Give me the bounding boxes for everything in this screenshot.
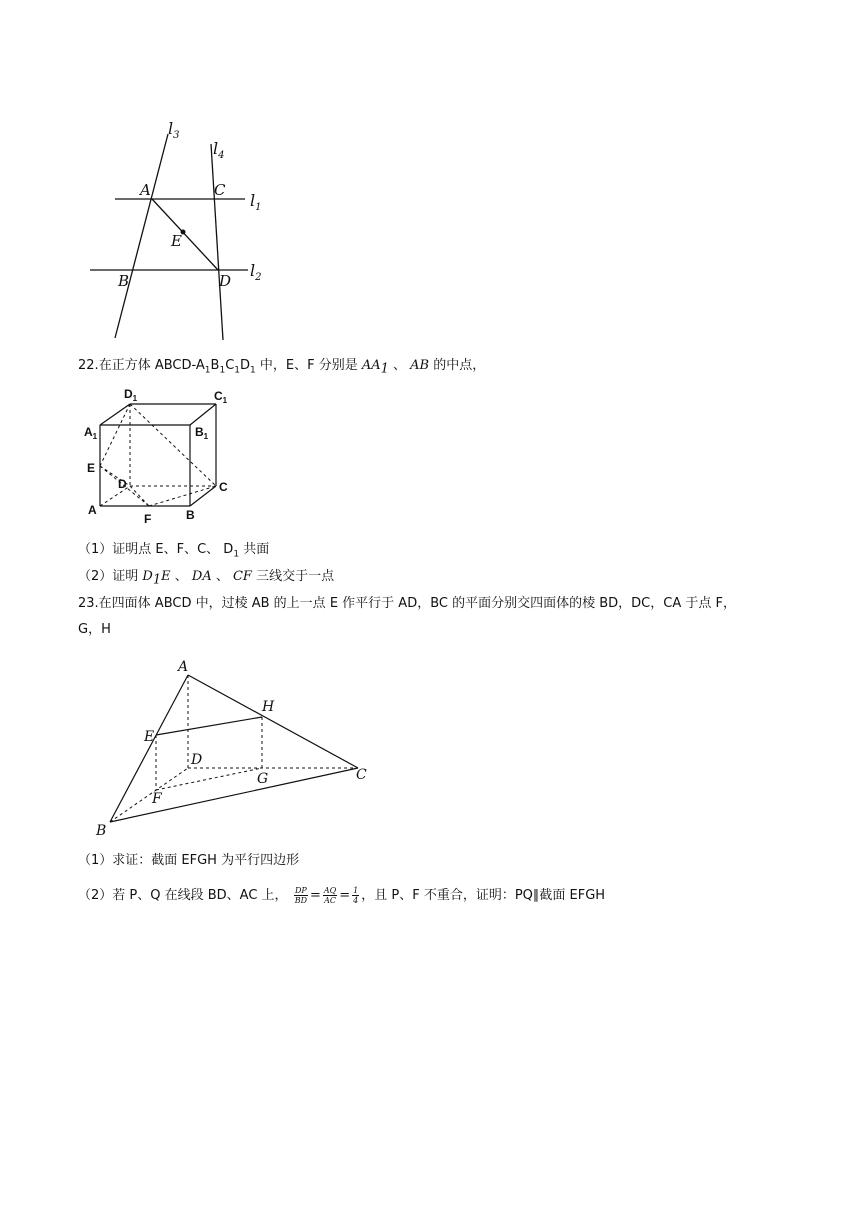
segment-ad <box>152 199 218 270</box>
svg-text:F: F <box>152 791 162 807</box>
q23-part2: （2）若 P、Q 在线段 BD、AC 上， $\frac{DP}{BD}$ = $\frac{AQ}{AC}$ = $\frac{1}{4}$ ，且 P、F 不重合，证明：PQ∥截面 EFGH <box>78 886 606 905</box>
label-l4: $l_4$ <box>213 139 225 161</box>
figure-cube <box>80 382 240 530</box>
line-l4 <box>211 144 223 340</box>
svg-text:E: E <box>144 729 155 745</box>
svg-text:D: D <box>118 477 127 491</box>
figure-tetrahedron <box>90 655 380 840</box>
svg-text:B: B <box>96 823 107 839</box>
q22-part1: （1）证明点 E、F、C、 $D_1$ 共面 <box>78 542 270 560</box>
q23-part1: （1）求证：截面 EFGH 为平行四边形 <box>78 853 300 868</box>
svg-text:E: E <box>87 461 96 475</box>
svg-text:B1: $B_1$ <box>195 425 209 441</box>
svg-text:D1: $D_1$ <box>124 387 138 403</box>
figure-parallel-lines <box>80 118 280 343</box>
q23-statement-line1: 23.在四面体 ABCD 中，过棱 AB 的上一点 E 作平行于 AD，BC 的平面分别交四面体的棱 BD，DC，CA 于点 F， <box>78 596 736 611</box>
svg-text:B: B <box>186 508 195 522</box>
q22-part2: （2）证明 $D_1E$ 、 DA 、 CF 三线交于一点 <box>78 569 335 588</box>
fraction-dp-bd: $\frac{DP}{BD}$ <box>294 886 307 905</box>
svg-text:A1: $A_1$ <box>84 425 98 441</box>
label-l1: $l_1$ <box>250 191 262 213</box>
svg-text:C: C <box>219 480 228 494</box>
label-b: B <box>118 272 130 290</box>
label-l2: $l_2$ <box>250 261 262 283</box>
svg-text:A: A <box>88 503 97 517</box>
label-e: E <box>171 232 182 250</box>
fraction-one-quarter: $\frac{1}{4}$ <box>353 886 359 905</box>
svg-text:C: C <box>356 767 367 783</box>
q23-statement-line2: G，H <box>78 622 111 637</box>
svg-text:F: F <box>144 512 152 526</box>
svg-text:G: G <box>257 771 269 787</box>
fraction-aq-ac: $\frac{AQ}{AC}$ <box>323 886 337 905</box>
svg-text:H: H <box>262 699 275 715</box>
q22-statement: 22.在正方体 ABCD-$A_1B_1C_1D_1$ 中，E、F 分别是 $AA_1$ 、 AB 的中点， <box>78 358 486 377</box>
svg-text:A: A <box>178 659 189 675</box>
label-c: C <box>214 181 226 199</box>
svg-text:C1: $C_1$ <box>214 389 228 405</box>
label-d: D <box>219 272 232 290</box>
line-l3 <box>115 134 168 338</box>
label-l3: $l_3$ <box>168 119 180 141</box>
label-a: A <box>140 181 151 199</box>
svg-text:D: D <box>191 752 203 768</box>
